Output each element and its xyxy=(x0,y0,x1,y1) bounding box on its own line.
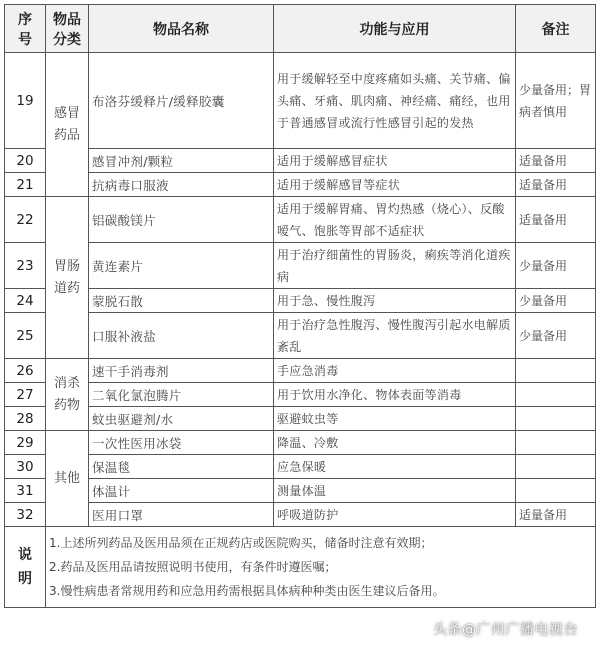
row-number: 28 xyxy=(5,407,46,431)
explanation-line: 2.药品及医用品请按照说明书使用，有条件时遵医嘱； xyxy=(49,560,337,574)
item-note: 少量备用 xyxy=(516,243,596,289)
item-note: 适量备用 xyxy=(516,503,596,527)
item-note: 适量备用 xyxy=(516,149,596,173)
row-number: 22 xyxy=(5,197,46,243)
explanation-row xyxy=(5,527,596,608)
table-row xyxy=(5,479,596,503)
row-number: 29 xyxy=(5,431,46,455)
item-function: 适用于缓解胃痛、胃灼热感（烧心）、反酸嗳气、饱胀等胃部不适症状 xyxy=(274,197,516,243)
category-stomach: 胃肠 道药 xyxy=(46,197,89,359)
item-function: 应急保暖 xyxy=(274,455,516,479)
explanation-text xyxy=(46,527,596,608)
item-function: 用于治疗急性腹泻、慢性腹泻引起水电解质紊乱 xyxy=(274,313,516,359)
item-note xyxy=(516,407,596,431)
item-note: 少量备用；胃病者慎用 xyxy=(516,53,596,149)
item-name: 一次性医用冰袋 xyxy=(89,431,274,455)
category-disinfect: 消杀 药物 xyxy=(46,359,89,431)
row-number: 26 xyxy=(5,359,46,383)
table-row xyxy=(5,431,596,455)
table-row xyxy=(5,503,596,527)
table-row xyxy=(5,313,596,359)
item-note: 适量备用 xyxy=(516,197,596,243)
row-number: 30 xyxy=(5,455,46,479)
item-function: 驱避蚊虫等 xyxy=(274,407,516,431)
item-name: 黄连素片 xyxy=(89,243,274,289)
header-note: 备注 xyxy=(516,5,596,53)
item-note xyxy=(516,455,596,479)
row-number: 24 xyxy=(5,289,46,313)
item-name: 医用口罩 xyxy=(89,503,274,527)
category-cold: 感冒 药品 xyxy=(46,53,89,197)
row-number: 31 xyxy=(5,479,46,503)
table-row xyxy=(5,173,596,197)
item-function: 用于急、慢性腹泻 xyxy=(274,289,516,313)
item-name: 二氧化氯泡腾片 xyxy=(89,383,274,407)
item-function: 用于缓解轻至中度疼痛如头痛、关节痛、偏头痛、牙痛、肌肉痛、神经痛、痛经，也用于普通感冒或流行性感冒引起的发热 xyxy=(274,53,516,149)
row-number: 21 xyxy=(5,173,46,197)
row-number: 27 xyxy=(5,383,46,407)
item-function: 降温、冷敷 xyxy=(274,431,516,455)
item-function: 手应急消毒 xyxy=(274,359,516,383)
item-name: 蚊虫驱避剂/水 xyxy=(89,407,274,431)
category-other: 其他 xyxy=(46,431,89,527)
item-note xyxy=(516,359,596,383)
item-note: 少量备用 xyxy=(516,289,596,313)
explanation-line: 3.慢性病患者常规用药和应急用药需根据具体病种种类由医生建议后备用。 xyxy=(49,584,445,598)
item-note: 少量备用 xyxy=(516,313,596,359)
item-function: 适用于缓解感冒症状 xyxy=(274,149,516,173)
table-row xyxy=(5,53,596,149)
table-row xyxy=(5,407,596,431)
header-no: 序 号 xyxy=(5,5,46,53)
item-name: 体温计 xyxy=(89,479,274,503)
table-row xyxy=(5,359,596,383)
header-name: 物品名称 xyxy=(89,5,274,53)
row-number: 32 xyxy=(5,503,46,527)
item-function: 用于治疗细菌性的胃肠炎，痢疾等消化道疾病 xyxy=(274,243,516,289)
table-row xyxy=(5,243,596,289)
item-function: 测量体温 xyxy=(274,479,516,503)
table-row xyxy=(5,455,596,479)
table-row xyxy=(5,383,596,407)
header-function: 功能与应用 xyxy=(274,5,516,53)
emergency-supplies-table xyxy=(4,4,596,608)
item-function: 呼吸道防护 xyxy=(274,503,516,527)
item-name: 铝碳酸镁片 xyxy=(89,197,274,243)
item-note xyxy=(516,479,596,503)
row-number: 20 xyxy=(5,149,46,173)
table-row xyxy=(5,149,596,173)
item-note xyxy=(516,431,596,455)
item-note: 适量备用 xyxy=(516,173,596,197)
item-name: 感冒冲剂/颗粒 xyxy=(89,149,274,173)
table-header-row xyxy=(5,5,596,53)
row-number: 19 xyxy=(5,53,46,149)
explanation-label: 说 明 xyxy=(5,527,46,608)
item-function: 适用于缓解感冒等症状 xyxy=(274,173,516,197)
explanation-line: 1.上述所列药品及医用品须在正规药店或医院购买，储备时注意有效期； xyxy=(49,536,433,550)
item-name: 抗病毒口服液 xyxy=(89,173,274,197)
item-name: 口服补液盐 xyxy=(89,313,274,359)
row-number: 25 xyxy=(5,313,46,359)
item-function: 用于饮用水净化、物体表面等消毒 xyxy=(274,383,516,407)
item-name: 保温毯 xyxy=(89,455,274,479)
item-name: 蒙脱石散 xyxy=(89,289,274,313)
item-name: 速干手消毒剂 xyxy=(89,359,274,383)
table-row xyxy=(5,197,596,243)
item-note xyxy=(516,383,596,407)
watermark xyxy=(433,619,578,639)
table-row xyxy=(5,289,596,313)
row-number: 23 xyxy=(5,243,46,289)
header-category: 物品 分类 xyxy=(46,5,89,53)
item-name: 布洛芬缓释片/缓释胶囊 xyxy=(89,53,274,149)
watermark-text: 头条@广州广播电视台 xyxy=(433,622,578,638)
